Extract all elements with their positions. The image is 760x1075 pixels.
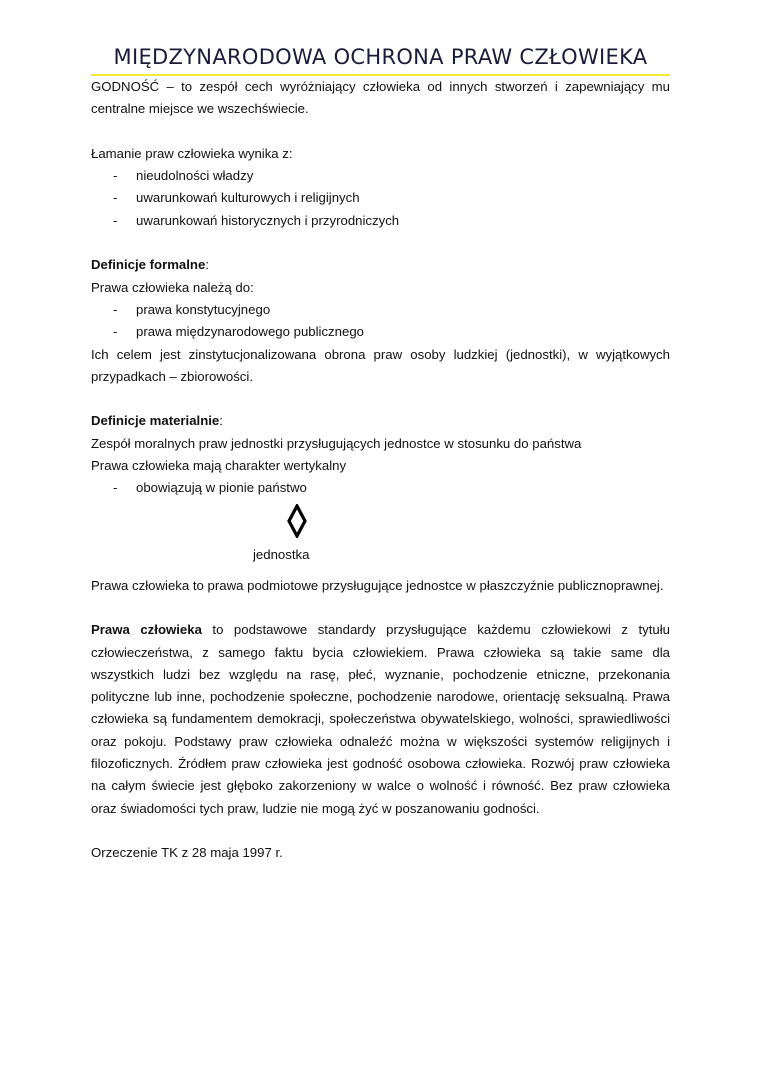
list-item: - obowiązują w pionie państwo xyxy=(113,480,307,496)
orzeczenie-reference: Orzeczenie TK z 28 maja 1997 r. xyxy=(91,845,283,861)
formalne-intro: Prawa człowieka należą do: xyxy=(91,279,254,295)
lamanie-intro: Łamanie praw człowieka wynika z: xyxy=(91,145,293,161)
materialne-list xyxy=(91,477,670,499)
materialne-heading: Definicje materialnie: xyxy=(91,413,223,429)
materialne-line2: Prawa człowieka mają charakter wertykalny xyxy=(91,458,347,474)
jednostka-label: jednostka xyxy=(253,546,310,562)
list-item: - nieudolności władzy xyxy=(113,168,254,184)
double-arrow-icon xyxy=(287,504,307,538)
vertical-relation-diagram xyxy=(91,500,670,566)
formalne-heading: Definicje formalne: xyxy=(91,257,209,273)
list-item: - prawa międzynarodowego publicznego xyxy=(113,324,364,340)
formalne-cel: Ich celem jest zinstytucjonalizowana obrona praw osoby ludzkiej (jednostki), w wyjątkowych przypadkach – zbiorowości. xyxy=(91,346,670,384)
main-paragraph: Prawa człowieka to podstawowe standardy przysługujące każdemu człowiekowi z tytułu człowieczeństwa, z samego faktu bycia człowiekiem. Prawa człowieka są takie same dla wszystkich ludzi bez względu na rasę, płeć, wyznanie, pochodzenie etniczne, przekonania polityczne lub inne, pochodzenie społeczne, pochodzenie narodowe, orientację seksualną. Prawa człowieka są fundamentem demokracji, społeczeństwa obywatelskiego, wolności, sprawiedliwości oraz pokoju. Podstawy praw człowieka odnaleźć można w większości systemów religijnych i filozoficznych. Źródłem praw człowieka jest godność osobowa człowieka. Rozwój praw człowieka na całym świecie jest głęboko zakorzeniony w walce o wolność i równość. Bez praw człowieka oraz świadomości tych praw, ludzie nie mogą żyć w poszanowaniu godności. xyxy=(91,622,670,816)
list-item: - uwarunkowań historycznych i przyrodniczych xyxy=(113,212,400,228)
document-page xyxy=(91,0,670,865)
lamanie-list xyxy=(91,165,670,232)
list-item: - prawa konstytucyjnego xyxy=(113,301,271,317)
godnosc-definition: GODNOŚĆ – to zespół cech wyróżniający człowieka od innych stworzeń i zapewniający mu centralne miejsce we wszechświecie. xyxy=(91,79,670,117)
materialne-line1: Zespół moralnych praw jednostki przysługujących jednostce w stosunku do państwa xyxy=(91,435,582,451)
page-title: MIĘDZYNARODOWA OCHRONA PRAW CZŁOWIEKA xyxy=(113,45,648,69)
document-body xyxy=(91,76,670,865)
list-item: - uwarunkowań kulturowych i religijnych xyxy=(113,190,360,206)
podmiotowe-sentence: Prawa człowieka to prawa podmiotowe przysługujące jednostce w płaszczyźnie publicznoprawnej. xyxy=(91,577,664,593)
formalne-list xyxy=(91,299,670,344)
